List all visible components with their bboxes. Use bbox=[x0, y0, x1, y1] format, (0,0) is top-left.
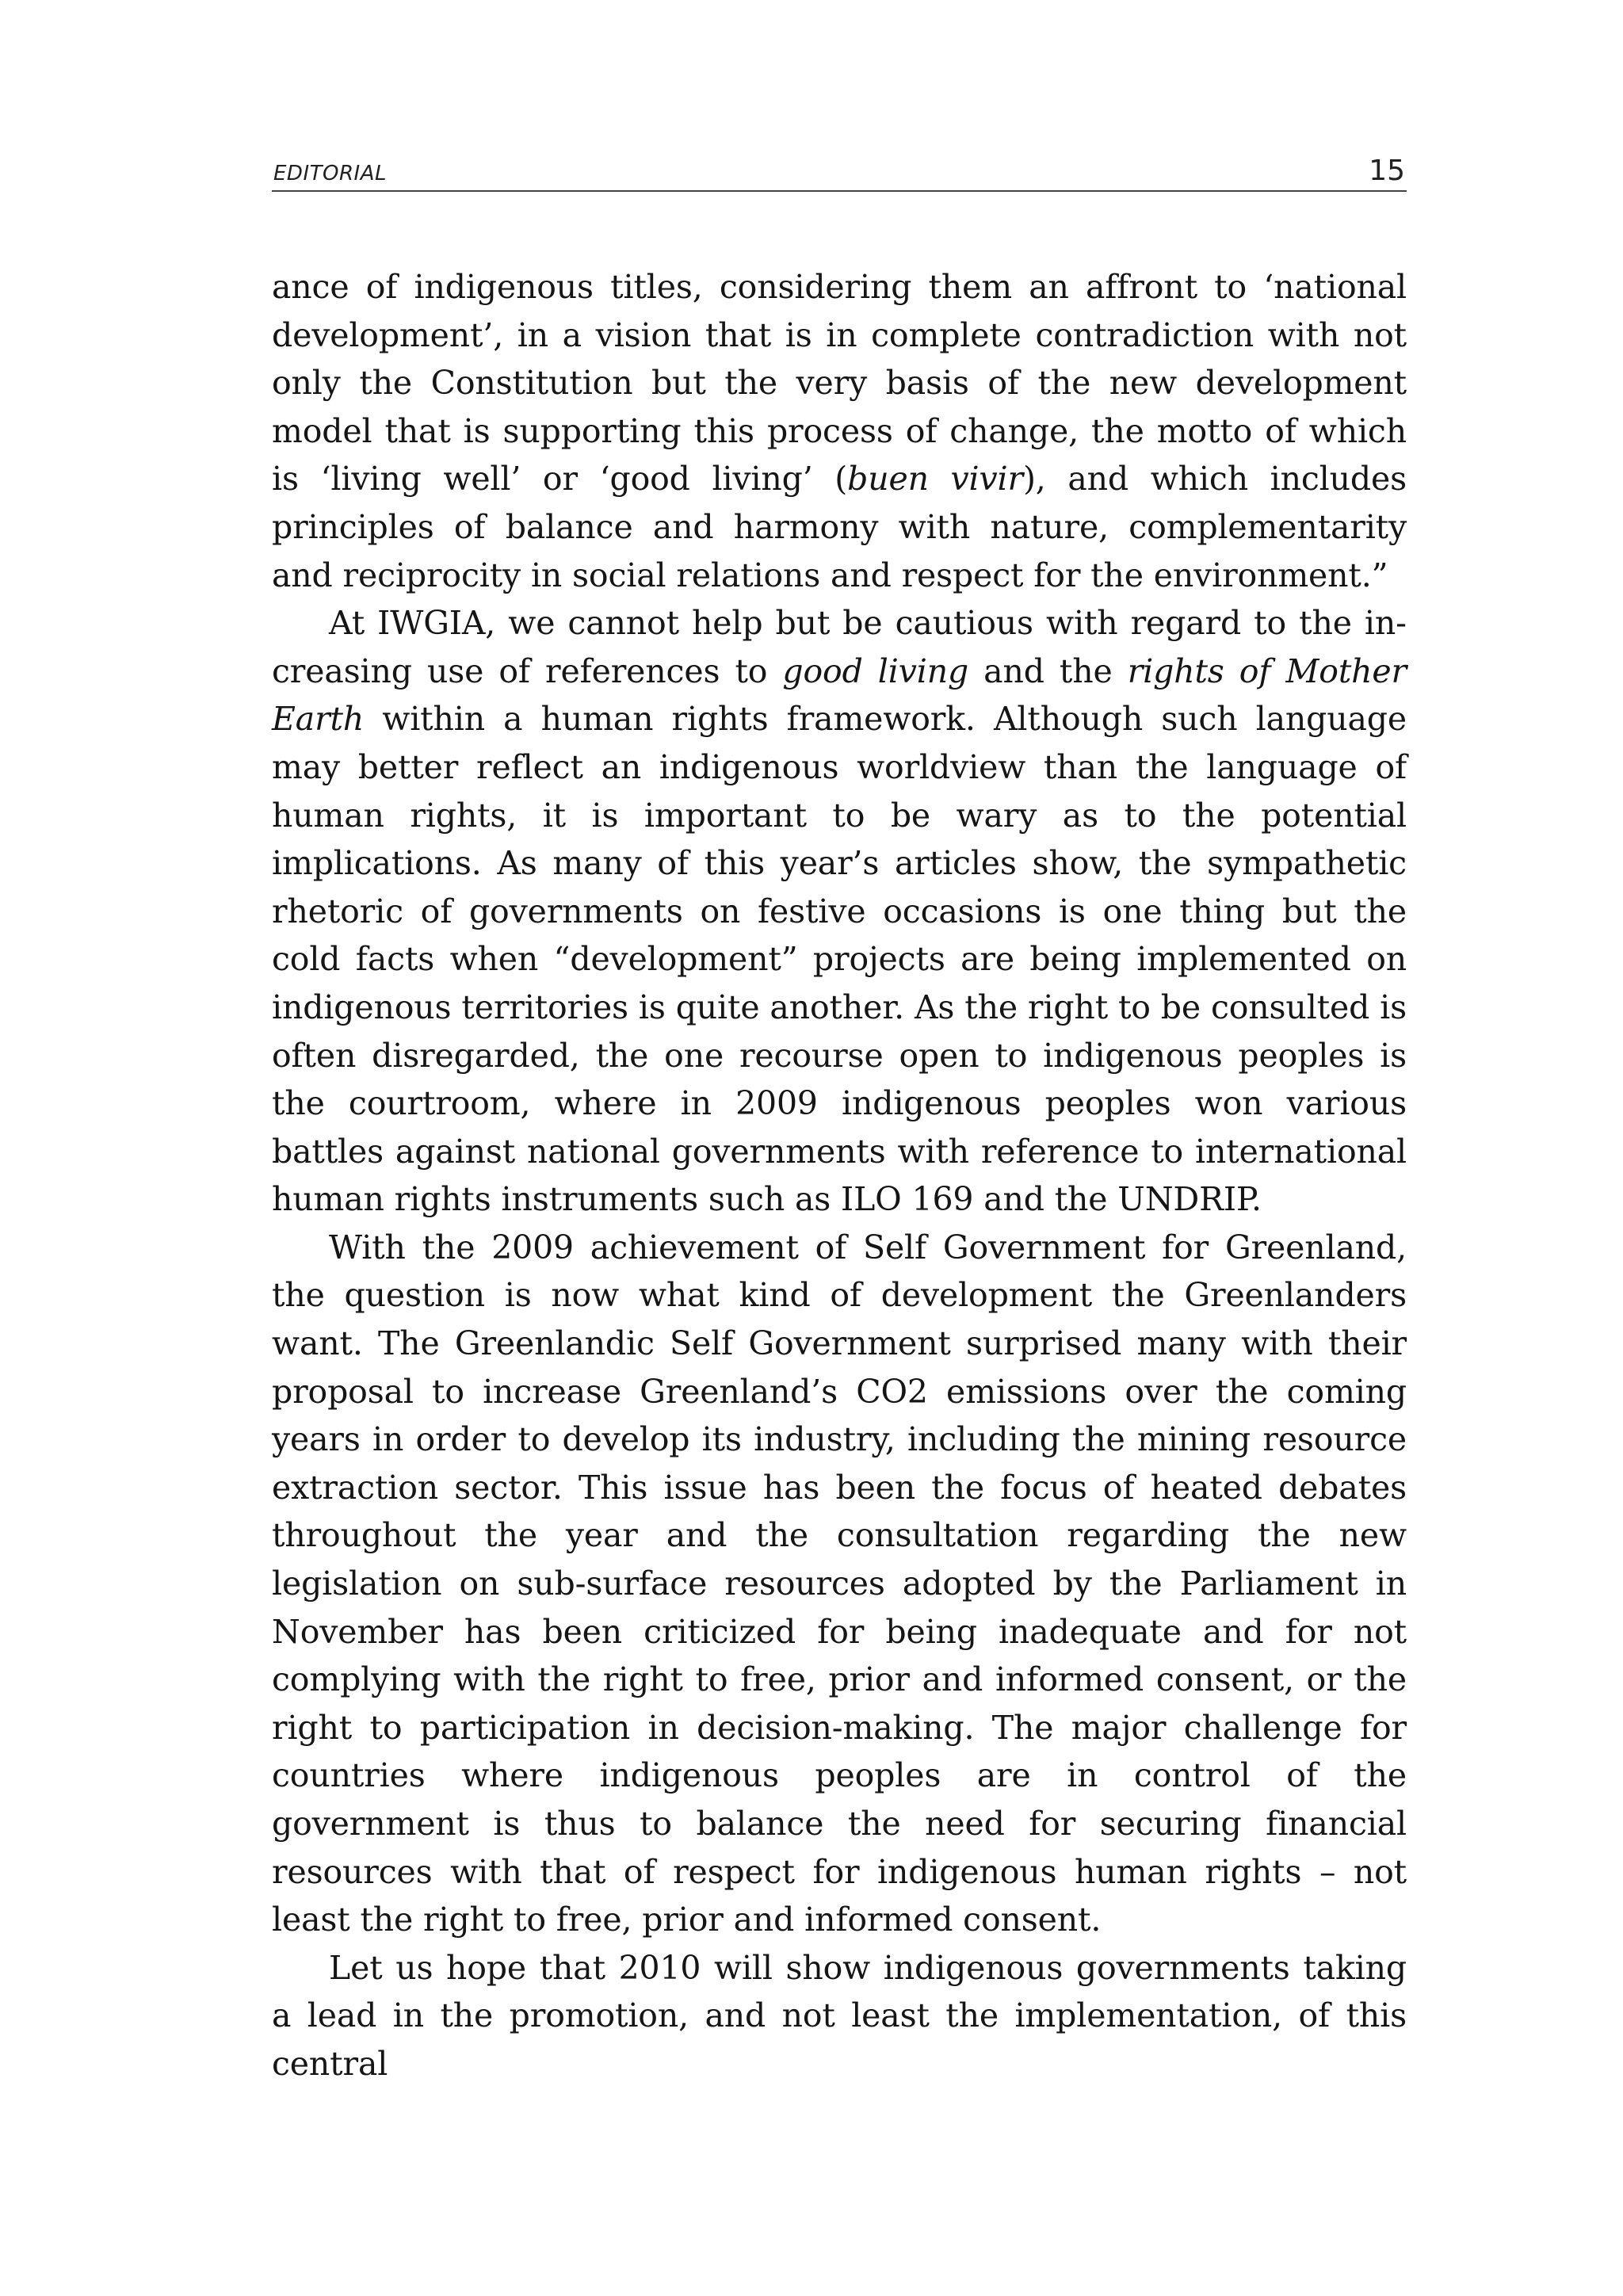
text-run: With the 2009 achievement of Self Government for Greenland, the question is now what kind of development the Greenlanders want. The Greenlandic Self Government surprised many with their proposal to increase Greenland’s CO2 emissions over the coming years in order to develop its industry, including the mining resource extraction sector. This issue has been the focus of heated debates throughout the year and the consultation regarding the new legislation on sub-surface resources adopted by the Parliament in November has been criticized for being inadequate and for not complying with the right to free, prior and informed consent, or the right to participation in decision-making. The major challenge for countries where indigenous peoples are in control of the government is thus to balance the need for securing financial resources with that of respect for indigenous human rights – not least the right to free, prior and informed consent. bbox=[272, 1228, 1407, 1939]
italic-run: buen vivir bbox=[847, 460, 1023, 499]
running-header bbox=[272, 151, 1407, 192]
text-run: ance of indigenous titles, considering them an affront to ‘national development’, in a vision that is in complete contradiction with not only the Constitution but the very basis of the new development model that is supporting this process of change, the motto of which is ‘living well’ or ‘good living’ ( bbox=[272, 268, 1407, 499]
text-run: At IWGIA, we cannot help but be cautious with regard to the increasing use of references to bbox=[272, 604, 1407, 690]
italic-run: rights of Mother Earth bbox=[272, 651, 1407, 739]
running-title: EDITORIAL bbox=[273, 162, 387, 185]
text-run: within a human rights framework. Although such language may better reflect an indigenous worldview than the language of human rights, it is important to be wary as to the potential implications. As many of this year’s articles show, the sympathetic rhetoric of governments on festive occasions is one thing but the cold facts when “development” projects are being implemented on indigenous territories is quite another. As the right to be consulted is often disregarded, the one recourse open to indigenous peoples is the courtroom, where in 2009 indigenous peoples won various battles against national governments with reference to international human rights instruments such as ILO 169 and the UNDRIP. bbox=[272, 700, 1407, 1219]
paragraph-1 bbox=[272, 263, 1407, 599]
body-text bbox=[272, 263, 1407, 2088]
text-run: ), and which includes principles of balance and harmony with nature, complementarity and reciprocity in social relations and respect for the environment.” bbox=[272, 460, 1407, 594]
paragraph-2 bbox=[272, 599, 1407, 1224]
page-number: 15 bbox=[1369, 155, 1405, 187]
paragraph-3 bbox=[272, 1224, 1407, 1944]
paragraph-4 bbox=[272, 1944, 1407, 2088]
italic-run: good living bbox=[782, 651, 969, 690]
text-run: and the bbox=[968, 651, 1128, 690]
text-run: Let us hope that 2010 will show indigenous governments taking a lead in the promotion, and not least the implementation, of this central bbox=[272, 1948, 1407, 2083]
